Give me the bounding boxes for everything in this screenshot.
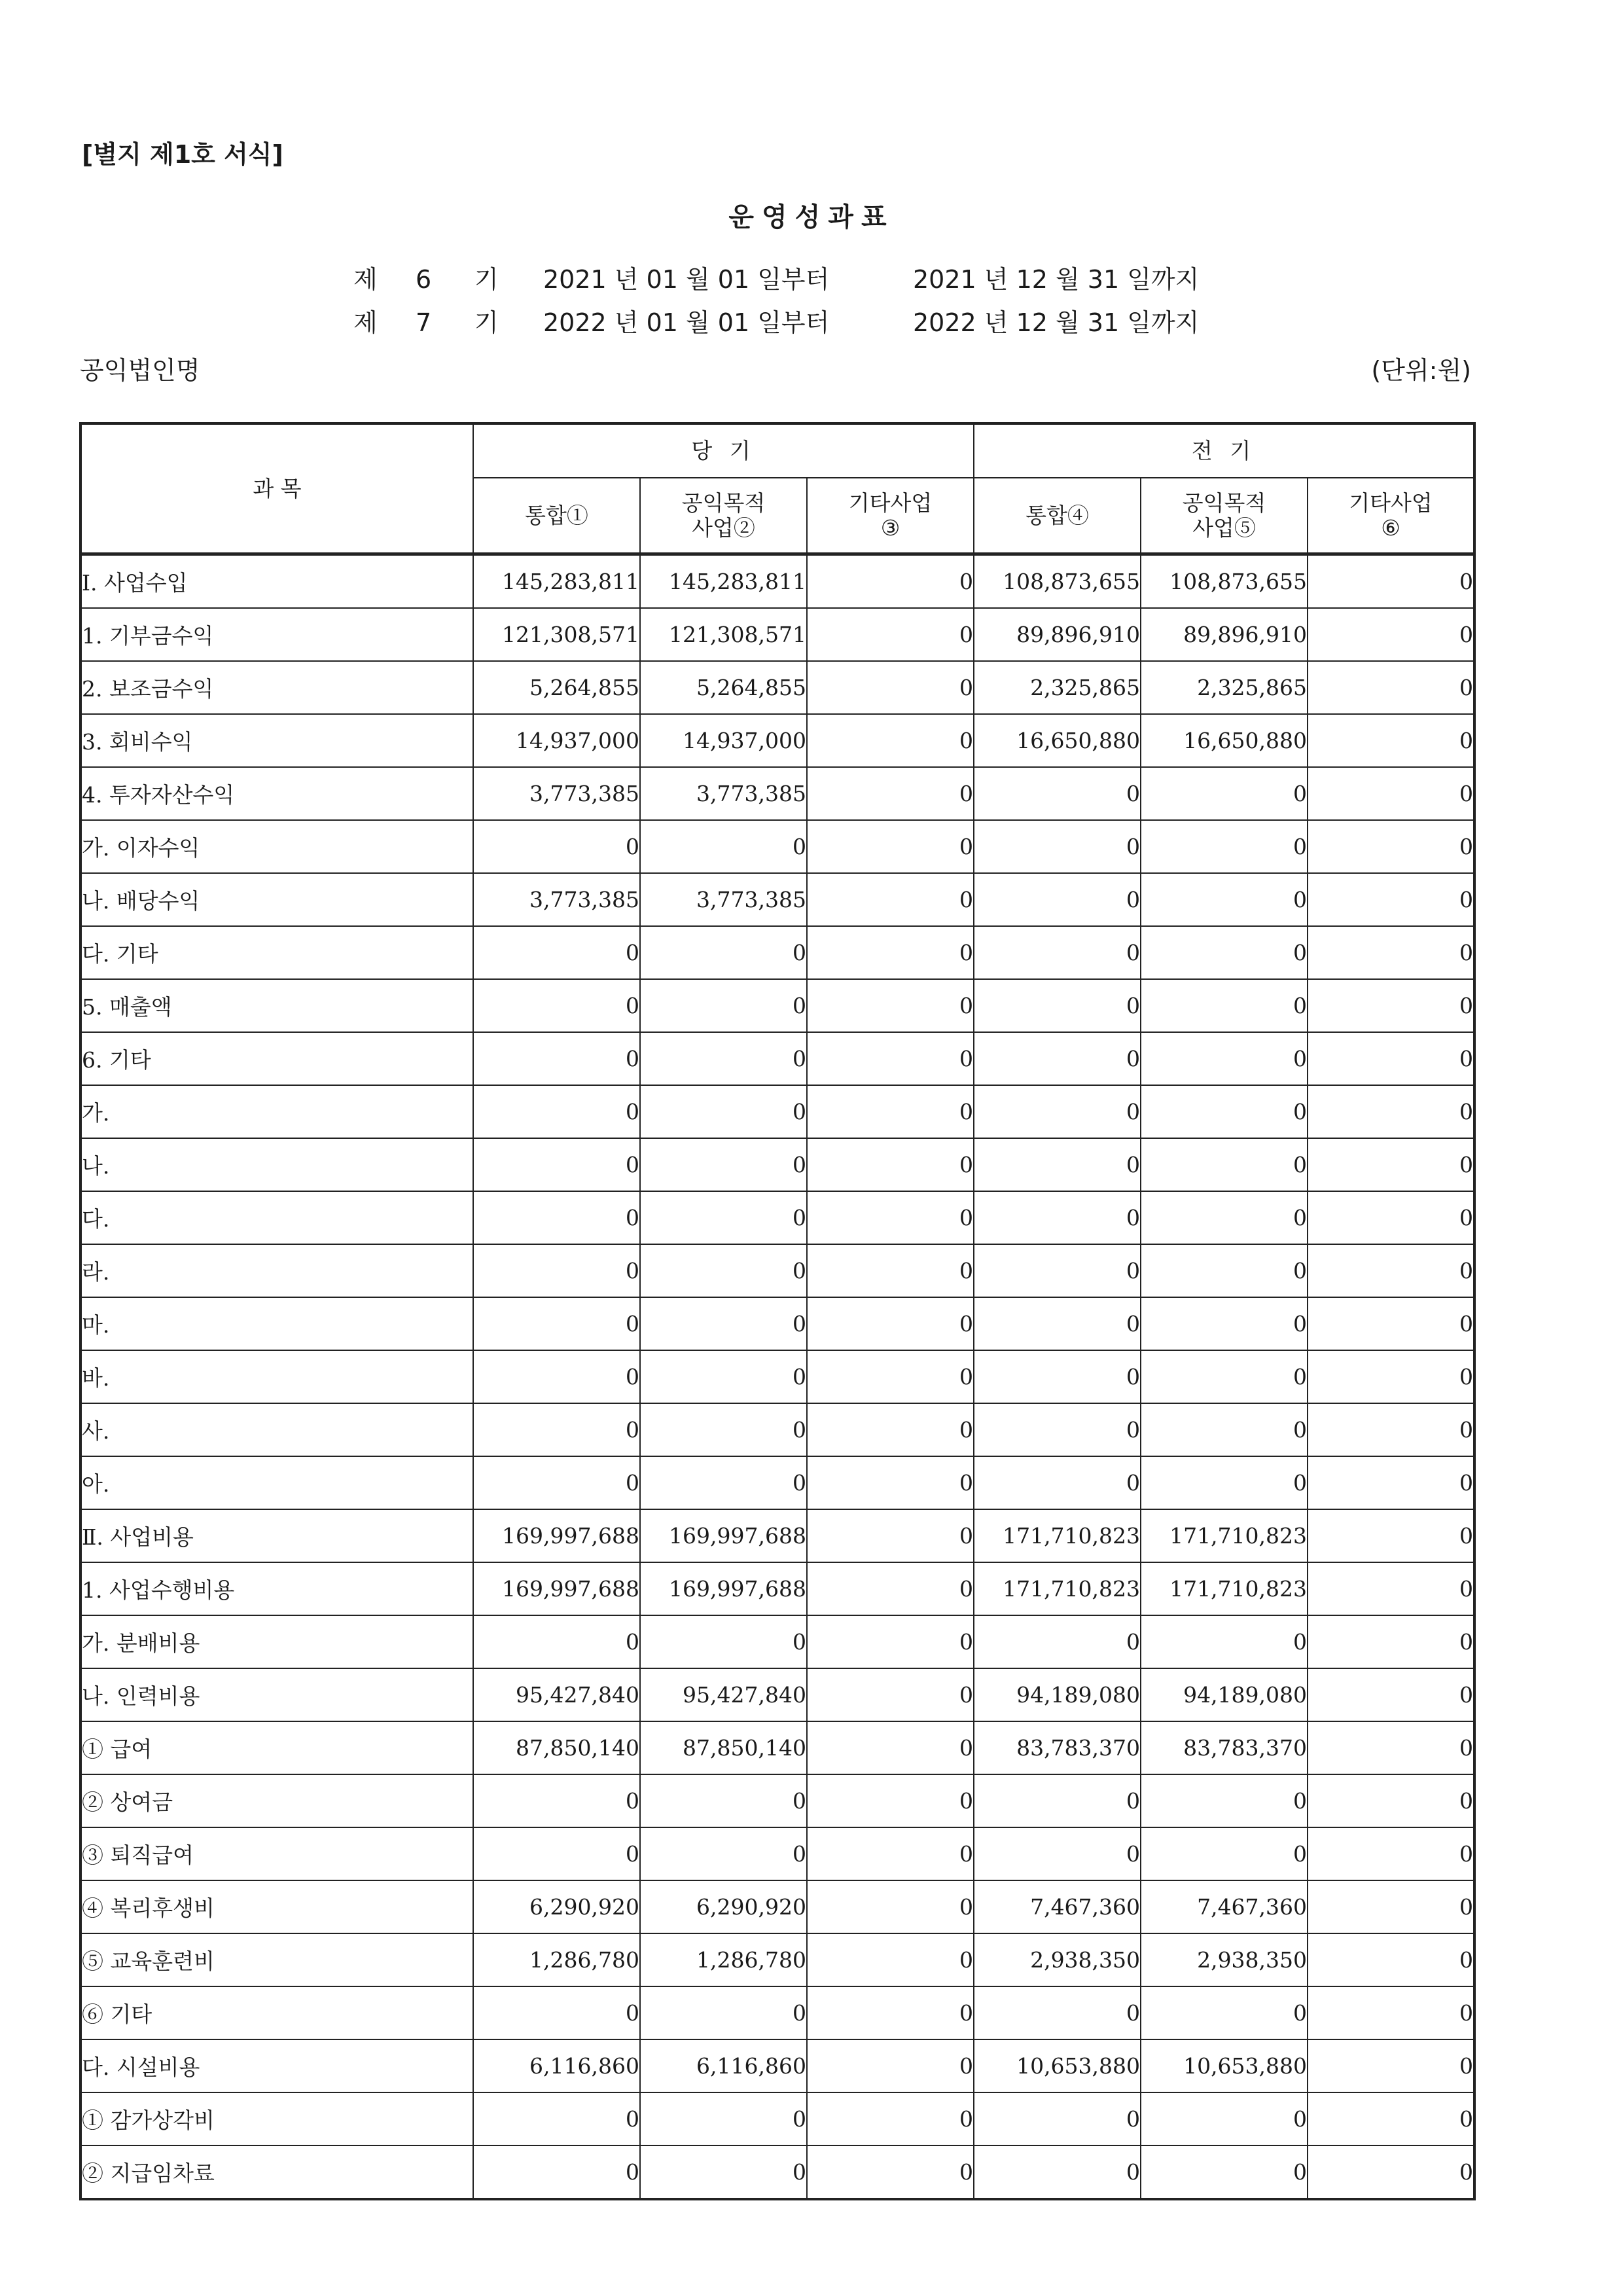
amount-cell: 0 xyxy=(807,873,974,926)
amount-cell: 0 xyxy=(1308,1562,1474,1615)
subject-header: 과 목 xyxy=(80,423,473,554)
table-row xyxy=(80,1456,1474,1509)
table-row xyxy=(80,1297,1474,1350)
amount-cell: 6,290,920 xyxy=(473,1880,640,1933)
amount-cell: 0 xyxy=(640,1986,807,2039)
amount-cell: 3,773,385 xyxy=(640,767,807,820)
amount-cell: 87,850,140 xyxy=(473,1721,640,1774)
table-body xyxy=(80,554,1474,2200)
table-row xyxy=(80,1668,1474,1721)
row-label: ① 감가상각비 xyxy=(80,2092,473,2145)
amount-cell: 14,937,000 xyxy=(473,714,640,767)
table-row xyxy=(80,979,1474,1032)
table-row xyxy=(80,1509,1474,1562)
amount-cell: 0 xyxy=(807,1562,974,1615)
amount-cell: 0 xyxy=(473,1138,640,1191)
amount-cell: 0 xyxy=(974,1827,1141,1880)
amount-cell: 0 xyxy=(640,1297,807,1350)
row-label: 5. 매출액 xyxy=(80,979,473,1032)
amount-cell: 0 xyxy=(640,1827,807,1880)
amount-cell: 0 xyxy=(1308,1244,1474,1297)
amount-cell: 0 xyxy=(1141,1191,1308,1244)
table-row xyxy=(80,767,1474,820)
amount-cell: 0 xyxy=(473,1297,640,1350)
amount-cell: 3,773,385 xyxy=(473,767,640,820)
period-number: 6 xyxy=(416,265,432,294)
amount-cell: 0 xyxy=(1141,979,1308,1032)
amount-cell: 0 xyxy=(473,820,640,873)
amount-cell: 0 xyxy=(974,2145,1141,2199)
amount-cell: 0 xyxy=(974,1032,1141,1085)
amount-cell: 95,427,840 xyxy=(640,1668,807,1721)
amount-cell: 2,938,350 xyxy=(1141,1933,1308,1986)
period-line-7 xyxy=(353,302,1199,338)
amount-cell: 0 xyxy=(807,1668,974,1721)
amount-cell: 0 xyxy=(640,2145,807,2199)
amount-cell: 171,710,823 xyxy=(974,1509,1141,1562)
row-label: 2. 보조금수익 xyxy=(80,661,473,714)
amount-cell: 2,325,865 xyxy=(974,661,1141,714)
amount-cell: 0 xyxy=(974,926,1141,979)
amount-cell: 0 xyxy=(807,2092,974,2145)
amount-cell: 0 xyxy=(1141,1827,1308,1880)
table-row xyxy=(80,1986,1474,2039)
amount-cell: 0 xyxy=(974,1350,1141,1403)
amount-cell: 0 xyxy=(640,1191,807,1244)
amount-cell: 0 xyxy=(807,1721,974,1774)
amount-cell: 0 xyxy=(1141,2145,1308,2199)
amount-cell: 0 xyxy=(1141,873,1308,926)
amount-cell: 0 xyxy=(807,714,974,767)
amount-cell: 0 xyxy=(473,1032,640,1085)
amount-cell: 0 xyxy=(1308,2145,1474,2199)
amount-cell: 0 xyxy=(1141,820,1308,873)
amount-cell: 0 xyxy=(974,1297,1141,1350)
form-number: [별지 제1호 서식] xyxy=(82,140,283,169)
amount-cell: 0 xyxy=(1308,820,1474,873)
row-label: ② 상여금 xyxy=(80,1774,473,1827)
amount-cell: 0 xyxy=(807,979,974,1032)
row-label: ⑤ 교육훈련비 xyxy=(80,1933,473,1986)
amount-cell: 0 xyxy=(974,1615,1141,1668)
period-je: 제 xyxy=(353,308,378,337)
period-je: 제 xyxy=(353,265,378,294)
amount-cell: 0 xyxy=(807,1827,974,1880)
period-from: 2021 년 01 월 01 일부터 xyxy=(543,265,830,294)
table-row xyxy=(80,926,1474,979)
row-label: 가. xyxy=(80,1085,473,1138)
amount-cell: 7,467,360 xyxy=(1141,1880,1308,1933)
amount-cell: 0 xyxy=(473,2092,640,2145)
amount-cell: 0 xyxy=(640,1774,807,1827)
amount-cell: 0 xyxy=(1308,1774,1474,1827)
amount-cell: 6,116,860 xyxy=(640,2039,807,2092)
amount-cell: 0 xyxy=(473,926,640,979)
amount-cell: 0 xyxy=(807,820,974,873)
table-row xyxy=(80,1827,1474,1880)
amount-cell: 0 xyxy=(807,661,974,714)
amount-cell: 0 xyxy=(1141,1986,1308,2039)
amount-cell: 0 xyxy=(1308,661,1474,714)
amount-cell: 0 xyxy=(640,2092,807,2145)
row-label: 1. 기부금수익 xyxy=(80,608,473,661)
amount-cell: 0 xyxy=(1308,1827,1474,1880)
table-row xyxy=(80,1721,1474,1774)
row-label: 바. xyxy=(80,1350,473,1403)
amount-cell: 108,873,655 xyxy=(974,554,1141,609)
table-row xyxy=(80,1880,1474,1933)
amount-cell: 0 xyxy=(807,1297,974,1350)
amount-cell: 0 xyxy=(807,1774,974,1827)
column-header: 통합① xyxy=(473,478,640,554)
row-label: ② 지급임차료 xyxy=(80,2145,473,2199)
row-label: 나. 인력비용 xyxy=(80,1668,473,1721)
amount-cell: 171,710,823 xyxy=(1141,1509,1308,1562)
amount-cell: 0 xyxy=(640,1085,807,1138)
amount-cell: 108,873,655 xyxy=(1141,554,1308,609)
row-label: 아. xyxy=(80,1456,473,1509)
row-label: 나. xyxy=(80,1138,473,1191)
row-label: 1. 사업수행비용 xyxy=(80,1562,473,1615)
amount-cell: 0 xyxy=(1308,1085,1474,1138)
amount-cell: 0 xyxy=(1308,1297,1474,1350)
amount-cell: 0 xyxy=(1141,1032,1308,1085)
amount-cell: 0 xyxy=(1308,1403,1474,1456)
amount-cell: 0 xyxy=(1141,1244,1308,1297)
amount-cell: 83,783,370 xyxy=(1141,1721,1308,1774)
amount-cell: 0 xyxy=(974,979,1141,1032)
amount-cell: 0 xyxy=(974,1138,1141,1191)
amount-cell: 0 xyxy=(1308,1032,1474,1085)
amount-cell: 89,896,910 xyxy=(974,608,1141,661)
table-row xyxy=(80,661,1474,714)
amount-cell: 0 xyxy=(473,1827,640,1880)
amount-cell: 169,997,688 xyxy=(640,1509,807,1562)
amount-cell: 171,710,823 xyxy=(1141,1562,1308,1615)
document-title: 운영성과표 xyxy=(728,202,895,232)
period-number: 7 xyxy=(416,308,432,337)
period-gi: 기 xyxy=(474,308,499,337)
amount-cell: 0 xyxy=(473,1350,640,1403)
amount-cell: 171,710,823 xyxy=(974,1562,1141,1615)
row-label: ③ 퇴직급여 xyxy=(80,1827,473,1880)
amount-cell: 0 xyxy=(807,926,974,979)
amount-cell: 0 xyxy=(1308,2039,1474,2092)
amount-cell: 0 xyxy=(473,1456,640,1509)
amount-cell: 0 xyxy=(1308,608,1474,661)
period-line-6 xyxy=(353,259,1199,295)
amount-cell: 1,286,780 xyxy=(640,1933,807,1986)
unit-label: (단위:원) xyxy=(1371,356,1471,385)
corp-name-label: 공익법인명 xyxy=(80,356,200,385)
amount-cell: 0 xyxy=(1308,1721,1474,1774)
amount-cell: 0 xyxy=(974,1085,1141,1138)
amount-cell: 0 xyxy=(1308,1191,1474,1244)
amount-cell: 0 xyxy=(1141,1615,1308,1668)
amount-cell: 0 xyxy=(1308,767,1474,820)
row-label: 3. 회비수익 xyxy=(80,714,473,767)
amount-cell: 0 xyxy=(473,979,640,1032)
amount-cell: 0 xyxy=(807,1880,974,1933)
amount-cell: 0 xyxy=(974,1403,1141,1456)
amount-cell: 0 xyxy=(1308,1933,1474,1986)
column-header: 공익목적 사업② xyxy=(640,478,807,554)
table-row xyxy=(80,1085,1474,1138)
amount-cell: 0 xyxy=(473,1085,640,1138)
amount-cell: 3,773,385 xyxy=(640,873,807,926)
table-row xyxy=(80,1403,1474,1456)
amount-cell: 0 xyxy=(974,820,1141,873)
amount-cell: 83,783,370 xyxy=(974,1721,1141,1774)
amount-cell: 0 xyxy=(974,1774,1141,1827)
current-period-header: 당 기 xyxy=(473,423,974,478)
amount-cell: 0 xyxy=(1141,1138,1308,1191)
amount-cell: 0 xyxy=(974,1456,1141,1509)
amount-cell: 0 xyxy=(974,1244,1141,1297)
amount-cell: 0 xyxy=(1141,1085,1308,1138)
row-label: 가. 이자수익 xyxy=(80,820,473,873)
amount-cell: 0 xyxy=(1308,714,1474,767)
table-row xyxy=(80,1350,1474,1403)
table-row xyxy=(80,608,1474,661)
amount-cell: 0 xyxy=(807,1350,974,1403)
amount-cell: 0 xyxy=(807,1986,974,2039)
amount-cell: 0 xyxy=(974,1191,1141,1244)
amount-cell: 0 xyxy=(1141,926,1308,979)
amount-cell: 145,283,811 xyxy=(640,554,807,609)
amount-cell: 0 xyxy=(807,554,974,609)
table-row xyxy=(80,1933,1474,1986)
amount-cell: 0 xyxy=(1308,1509,1474,1562)
row-label: 6. 기타 xyxy=(80,1032,473,1085)
amount-cell: 0 xyxy=(1308,2092,1474,2145)
amount-cell: 0 xyxy=(640,979,807,1032)
column-header: 통합④ xyxy=(974,478,1141,554)
amount-cell: 0 xyxy=(974,767,1141,820)
amount-cell: 0 xyxy=(807,1085,974,1138)
amount-cell: 0 xyxy=(640,1350,807,1403)
column-header: 공익목적 사업⑤ xyxy=(1141,478,1308,554)
row-label: 4. 투자자산수익 xyxy=(80,767,473,820)
amount-cell: 0 xyxy=(807,767,974,820)
column-header: 기타사업 ⑥ xyxy=(1308,478,1474,554)
amount-cell: 0 xyxy=(473,2145,640,2199)
amount-cell: 0 xyxy=(1308,1456,1474,1509)
amount-cell: 16,650,880 xyxy=(1141,714,1308,767)
header-row-groups xyxy=(80,423,1474,478)
table-row xyxy=(80,873,1474,926)
amount-cell: 0 xyxy=(1308,1350,1474,1403)
table-row xyxy=(80,2092,1474,2145)
row-label: Ⅱ. 사업비용 xyxy=(80,1509,473,1562)
table-row xyxy=(80,1191,1474,1244)
amount-cell: 0 xyxy=(473,1244,640,1297)
amount-cell: 95,427,840 xyxy=(473,1668,640,1721)
row-label: 나. 배당수익 xyxy=(80,873,473,926)
amount-cell: 0 xyxy=(473,1403,640,1456)
amount-cell: 145,283,811 xyxy=(473,554,640,609)
amount-cell: 16,650,880 xyxy=(974,714,1141,767)
amount-cell: 0 xyxy=(807,1403,974,1456)
table-row xyxy=(80,554,1474,609)
amount-cell: 94,189,080 xyxy=(974,1668,1141,1721)
amount-cell: 0 xyxy=(640,1138,807,1191)
table-row xyxy=(80,820,1474,873)
amount-cell: 0 xyxy=(1308,1986,1474,2039)
table-row xyxy=(80,2145,1474,2199)
amount-cell: 0 xyxy=(1141,767,1308,820)
table-row xyxy=(80,1562,1474,1615)
table-row xyxy=(80,1615,1474,1668)
table-row xyxy=(80,2039,1474,2092)
amount-cell: 0 xyxy=(807,1456,974,1509)
amount-cell: 121,308,571 xyxy=(640,608,807,661)
amount-cell: 0 xyxy=(1308,873,1474,926)
amount-cell: 0 xyxy=(807,1509,974,1562)
amount-cell: 0 xyxy=(1141,1403,1308,1456)
amount-cell: 6,116,860 xyxy=(473,2039,640,2092)
amount-cell: 0 xyxy=(1141,1297,1308,1350)
table-row xyxy=(80,1032,1474,1085)
amount-cell: 2,938,350 xyxy=(974,1933,1141,1986)
row-label: Ⅰ. 사업수입 xyxy=(80,554,473,609)
amount-cell: 169,997,688 xyxy=(640,1562,807,1615)
amount-cell: 0 xyxy=(807,608,974,661)
amount-cell: 2,325,865 xyxy=(1141,661,1308,714)
amount-cell: 0 xyxy=(974,873,1141,926)
amount-cell: 0 xyxy=(473,1615,640,1668)
amount-cell: 7,467,360 xyxy=(974,1880,1141,1933)
amount-cell: 0 xyxy=(1141,1774,1308,1827)
amount-cell: 0 xyxy=(640,1244,807,1297)
row-label: 다. xyxy=(80,1191,473,1244)
previous-period-header: 전 기 xyxy=(974,423,1474,478)
table-row xyxy=(80,1244,1474,1297)
amount-cell: 0 xyxy=(640,1403,807,1456)
amount-cell: 6,290,920 xyxy=(640,1880,807,1933)
amount-cell: 169,997,688 xyxy=(473,1562,640,1615)
amount-cell: 0 xyxy=(807,1138,974,1191)
amount-cell: 0 xyxy=(1308,1138,1474,1191)
amount-cell: 10,653,880 xyxy=(1141,2039,1308,2092)
amount-cell: 0 xyxy=(807,1191,974,1244)
row-label: ④ 복리후생비 xyxy=(80,1880,473,1933)
amount-cell: 1,286,780 xyxy=(473,1933,640,1986)
amount-cell: 0 xyxy=(640,1456,807,1509)
amount-cell: 0 xyxy=(1308,1615,1474,1668)
amount-cell: 0 xyxy=(640,926,807,979)
amount-cell: 0 xyxy=(807,1615,974,1668)
row-label: 라. xyxy=(80,1244,473,1297)
amount-cell: 0 xyxy=(1308,554,1474,609)
amount-cell: 94,189,080 xyxy=(1141,1668,1308,1721)
amount-cell: 121,308,571 xyxy=(473,608,640,661)
row-label: ① 급여 xyxy=(80,1721,473,1774)
amount-cell: 0 xyxy=(974,1986,1141,2039)
row-label: 다. 기타 xyxy=(80,926,473,979)
amount-cell: 0 xyxy=(640,820,807,873)
period-to: 2022 년 12 월 31 일까지 xyxy=(913,308,1200,337)
amount-cell: 0 xyxy=(807,1244,974,1297)
amount-cell: 0 xyxy=(1141,1456,1308,1509)
row-label: 마. xyxy=(80,1297,473,1350)
amount-cell: 0 xyxy=(807,2039,974,2092)
row-label: ⑥ 기타 xyxy=(80,1986,473,2039)
amount-cell: 0 xyxy=(1308,979,1474,1032)
amount-cell: 0 xyxy=(1308,1668,1474,1721)
row-label: 가. 분배비용 xyxy=(80,1615,473,1668)
amount-cell: 0 xyxy=(473,1191,640,1244)
amount-cell: 0 xyxy=(807,1032,974,1085)
row-label: 사. xyxy=(80,1403,473,1456)
amount-cell: 0 xyxy=(473,1774,640,1827)
amount-cell: 5,264,855 xyxy=(640,661,807,714)
amount-cell: 0 xyxy=(807,1933,974,1986)
amount-cell: 0 xyxy=(640,1615,807,1668)
row-label: 다. 시설비용 xyxy=(80,2039,473,2092)
amount-cell: 0 xyxy=(1141,2092,1308,2145)
amount-cell: 89,896,910 xyxy=(1141,608,1308,661)
amount-cell: 3,773,385 xyxy=(473,873,640,926)
amount-cell: 10,653,880 xyxy=(974,2039,1141,2092)
amount-cell: 0 xyxy=(1308,1880,1474,1933)
amount-cell: 0 xyxy=(974,2092,1141,2145)
table-row xyxy=(80,1774,1474,1827)
table-row xyxy=(80,714,1474,767)
column-header: 기타사업 ③ xyxy=(807,478,974,554)
amount-cell: 0 xyxy=(1141,1350,1308,1403)
amount-cell: 0 xyxy=(473,1986,640,2039)
amount-cell: 0 xyxy=(640,1032,807,1085)
period-to: 2021 년 12 월 31 일까지 xyxy=(913,265,1200,294)
amount-cell: 87,850,140 xyxy=(640,1721,807,1774)
amount-cell: 5,264,855 xyxy=(473,661,640,714)
amount-cell: 169,997,688 xyxy=(473,1509,640,1562)
table-row xyxy=(80,1138,1474,1191)
operating-results-table xyxy=(79,422,1476,2200)
period-from: 2022 년 01 월 01 일부터 xyxy=(543,308,830,337)
period-gi: 기 xyxy=(474,265,499,294)
amount-cell: 0 xyxy=(1308,926,1474,979)
amount-cell: 0 xyxy=(807,2145,974,2199)
amount-cell: 14,937,000 xyxy=(640,714,807,767)
